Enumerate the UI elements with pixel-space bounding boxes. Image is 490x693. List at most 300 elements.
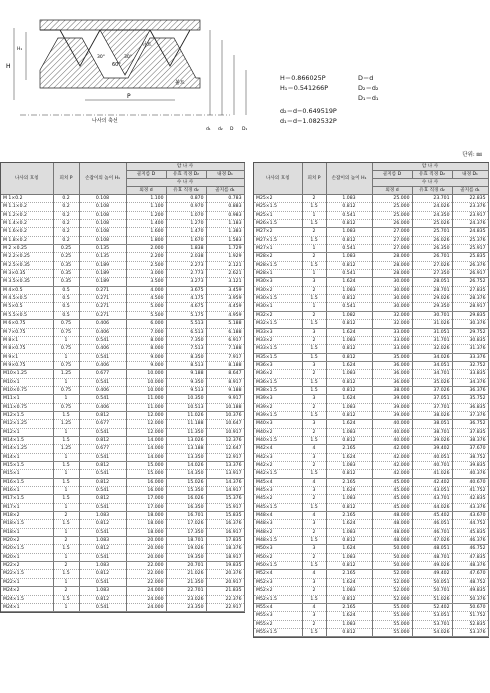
table-cell: 24.026 [412,203,452,211]
table-cell: 0.35 [53,261,79,269]
table-cell: 0.108 [79,211,126,219]
header-pitch-d2: 유효 직경 d₂ [166,187,206,195]
table-cell: 0.812 [79,462,126,470]
table-cell: M12×1 [1,428,53,436]
table-cell: 1.929 [206,253,244,261]
table-cell: 9.350 [166,378,206,386]
table-cell: 42.000 [372,462,412,470]
table-cell: 0.541 [79,487,126,495]
table-row [1,295,244,303]
table-cell: M11×0.75 [1,403,53,411]
table-cell: 19.350 [166,553,206,561]
table-cell: 0.677 [79,445,126,453]
table-cell: 28.000 [372,270,412,278]
table-cell: 27.026 [412,261,452,269]
table-cell: 4 [302,603,326,611]
table-row [1,478,244,486]
table-row [254,495,488,503]
table-cell: 7.000 [126,328,166,336]
table-cell: 1.083 [326,462,372,470]
table-cell: 0.541 [326,270,372,278]
table-row [254,361,488,369]
table-cell: 1.083 [326,228,372,236]
table-cell: 40.000 [372,436,412,444]
table-row [254,295,488,303]
table-cell: 1.25 [53,370,79,378]
table-cell: 28.051 [412,278,452,286]
table-cell: 52.000 [372,570,412,578]
table-cell: 34.051 [412,361,452,369]
table-cell: 0.2 [53,220,79,228]
table-cell: 24.000 [126,595,166,603]
table-cell: 22.701 [166,587,206,595]
table-cell: 0.5 [53,311,79,319]
table-cell: 36.376 [452,386,488,394]
table-cell: 8.917 [206,378,244,386]
table-cell: 33.000 [372,336,412,344]
table-cell: 0.812 [326,386,372,394]
table-cell: 0.812 [326,295,372,303]
table-cell: 0.75 [53,403,79,411]
formula-H: H＝0.866025P [280,74,326,82]
table-cell: M 1.4×0.2 [1,220,53,228]
table-cell: 1.838 [166,245,206,253]
table-cell: 1.5 [302,436,326,444]
table-cell: 1.624 [326,395,372,403]
table-cell: 5.000 [126,303,166,311]
table-cell: 1 [302,211,326,219]
table-cell: 39.000 [372,395,412,403]
table-cell: 1.083 [326,528,372,536]
table-row [1,278,244,286]
table-cell: 0.541 [79,553,126,561]
table-cell: M27×1 [254,245,302,253]
table-cell: M 1.8×0.2 [1,236,53,244]
table-cell: 11.350 [166,428,206,436]
table-cell: 0.5 [53,286,79,294]
table-cell: M36×1.5 [254,378,302,386]
table-cell: 28.376 [452,295,488,303]
table-cell: 14.350 [166,470,206,478]
table-cell: 2 [302,462,326,470]
formula-D1: D₁＝d₁ [358,94,379,102]
label-P: P [127,93,131,100]
table-cell: 1.5 [302,378,326,386]
table-cell: 2 [53,587,79,595]
table-cell: 25.026 [412,220,452,228]
table-cell: M48×3 [254,520,302,528]
table-row [1,453,244,461]
table-cell: 18.000 [126,528,166,536]
table-cell: 0.812 [326,470,372,478]
table-row [254,478,488,486]
table-cell: 1 [53,578,79,586]
formula-D2: D₂＝d₂ [358,84,379,92]
table-cell: 2.121 [206,261,244,269]
table-cell: 28.917 [452,303,488,311]
table-row [254,603,488,611]
table-cell: 0.5 [53,295,79,303]
table-cell: 1.5 [302,220,326,228]
table-cell: 1.5 [302,562,326,570]
table-row [254,386,488,394]
table-cell: 50.000 [372,562,412,570]
table-cell: 0.812 [79,520,126,528]
table-cell: 44.752 [452,520,488,528]
table-cell: 22.000 [126,578,166,586]
table-cell: 41.752 [452,487,488,495]
header-root-d1-r: 골지름 d₁ [452,187,488,195]
table-row [1,353,244,361]
table-row [254,228,488,236]
table-cell: 1.25 [53,445,79,453]
header-pitch-r: 피치 P [302,163,326,195]
table-row [254,512,488,520]
table-cell: 0.970 [166,203,206,211]
table-cell: 4 [302,478,326,486]
table-row [1,528,244,536]
table-cell: 37.026 [412,386,452,394]
table-cell: 52.000 [372,578,412,586]
table-cell: M 9×0.75 [1,361,53,369]
table-cell: M25×1 [254,211,302,219]
table-cell: 25.000 [372,211,412,219]
table-cell: 34.701 [412,370,452,378]
table-cell: 1.5 [53,462,79,470]
table-cell: M28×2 [254,253,302,261]
table-cell: 12.000 [126,411,166,419]
table-cell: 1.083 [326,403,372,411]
table-cell: 3.500 [126,278,166,286]
table-cell: 0.541 [79,395,126,403]
table-row [254,211,488,219]
table-cell: M30×2 [254,286,302,294]
table-cell: 30.000 [372,295,412,303]
table-cell: 38.000 [372,386,412,394]
table-cell: 1.800 [126,236,166,244]
table-cell: 43.670 [452,512,488,520]
table-cell: 13.188 [166,445,206,453]
table-cell: 0.812 [326,436,372,444]
table-cell: 26.701 [412,253,452,261]
table-cell: 7.917 [206,353,244,361]
table-cell: 18.701 [166,537,206,545]
table-cell: 0.983 [206,211,244,219]
table-cell: 0.883 [206,203,244,211]
table-row [1,420,244,428]
table-row [1,228,244,236]
table-cell: 2 [302,587,326,595]
table-cell: 1.200 [126,211,166,219]
table-cell: 46.051 [412,520,452,528]
table-cell: 1.100 [126,203,166,211]
table-cell: 46.752 [452,545,488,553]
table-cell: M26×1.5 [254,220,302,228]
table-cell: 0.541 [79,336,126,344]
table-cell: 42.000 [372,453,412,461]
table-cell: 32.000 [372,320,412,328]
table-row [254,378,488,386]
table-cell: M52×1.5 [254,595,302,603]
table-cell: 40.051 [412,453,452,461]
table-cell: 2.165 [326,445,372,453]
table-cell: 25.376 [452,236,488,244]
table-cell: 0.406 [79,328,126,336]
table-row [254,395,488,403]
table-cell: M20×1.5 [1,545,53,553]
table-cell: 16.376 [206,520,244,528]
table-cell: M 6×0.75 [1,320,53,328]
table-cell: 2.165 [326,478,372,486]
table-cell: 0.135 [79,245,126,253]
table-row [1,495,244,503]
table-cell: 11.000 [126,395,166,403]
table-cell: 1.25 [53,420,79,428]
label-angle30b: 30° [124,55,132,60]
table-cell: M30×1.5 [254,295,302,303]
table-cell: 0.25 [53,253,79,261]
table-cell: 0.812 [326,537,372,545]
table-cell: 22.000 [126,570,166,578]
table-row [254,537,488,545]
table-cell: 34.026 [412,353,452,361]
table-cell: 41.026 [412,470,452,478]
table-cell: 25.000 [372,203,412,211]
table-cell: 20.917 [206,578,244,586]
table-cell: 8.188 [206,361,244,369]
table-cell: M36×2 [254,370,302,378]
table-cell: M42×1.5 [254,470,302,478]
table-cell: 15.917 [206,503,244,511]
table-cell: M24×1.5 [1,595,53,603]
table-cell: 0.541 [79,378,126,386]
table-cell: 46.701 [412,528,452,536]
table-cell: 40.701 [412,462,452,470]
table-row [254,445,488,453]
table-cell: 30.000 [372,278,412,286]
table-cell: 0.541 [79,453,126,461]
label-angle30a: 30° [97,55,105,60]
table-cell: 26.917 [452,270,488,278]
table-cell: 23.350 [166,603,206,611]
table-cell: 2 [302,228,326,236]
table-cell: 0.406 [79,361,126,369]
table-cell: 49.835 [452,587,488,595]
table-row [254,420,488,428]
table-row [1,211,244,219]
table-cell: 12.917 [206,453,244,461]
table-cell: 2 [53,562,79,570]
table-cell: 25.835 [452,253,488,261]
table-cell: 12.376 [206,436,244,444]
table-cell: 1.5 [53,570,79,578]
table-cell: 0.108 [79,195,126,203]
table-cell: 9.513 [166,386,206,394]
table-cell: 4.959 [206,311,244,319]
table-cell: 16.026 [166,495,206,503]
table-cell: 48.376 [452,562,488,570]
table-cell: 12.000 [126,428,166,436]
header-pitch-d2-r: 유효 직경 d₂ [412,187,452,195]
formula-d2: d₂＝d−0.649519P [280,107,337,115]
table-cell: 8.647 [206,370,244,378]
table-cell: 8.513 [166,361,206,369]
table-cell: 37.670 [452,445,488,453]
table-cell: 53.376 [452,628,488,636]
table-cell: 1.5 [302,320,326,328]
table-cell: M50×1.5 [254,562,302,570]
table-cell: M 9×1 [1,353,53,361]
table-cell: 3 [302,453,326,461]
table-cell: 1.5 [53,520,79,528]
table-cell: 0.541 [79,353,126,361]
table-cell: 15.000 [126,470,166,478]
thread-table-left [0,162,245,613]
table-cell: 3.959 [206,295,244,303]
table-row [1,395,244,403]
table-cell: 6.000 [126,320,166,328]
table-row [1,570,244,578]
table-row [254,245,488,253]
table-cell: 0.2 [53,195,79,203]
table-cell: 4 [302,512,326,520]
table-cell: 1 [53,378,79,386]
table-cell: 0.108 [79,236,126,244]
table-row [254,545,488,553]
table-cell: M20×2 [1,537,53,545]
table-cell: 49.026 [412,562,452,570]
table-cell: 22.376 [206,595,244,603]
table-cell: 14.000 [126,445,166,453]
table-cell: M 2.5×0.35 [1,261,53,269]
table-row [254,336,488,344]
table-cell: 1.600 [126,228,166,236]
table-row [1,411,244,419]
table-cell: 1.5 [302,295,326,303]
table-cell: M18×2 [1,512,53,520]
header-root-D: 골지름 D [126,171,166,179]
table-row [1,303,244,311]
table-cell: 48.000 [372,520,412,528]
table-cell: 3 [302,361,326,369]
table-cell: 50.701 [412,587,452,595]
table-cell: 43.051 [412,487,452,495]
table-cell: 50.000 [372,553,412,561]
table-cell: 1 [53,487,79,495]
table-row [1,595,244,603]
header-male: 수 나 사 [126,179,244,187]
table-cell: M48×4 [254,512,302,520]
table-cell: 0.812 [79,411,126,419]
table-cell: 3.121 [206,278,244,286]
table-cell: 1 [53,603,79,611]
table-cell: M10×1 [1,378,53,386]
table-cell: 0.2 [53,236,79,244]
table-cell: M 8×1 [1,336,53,344]
table-cell: 30.701 [412,311,452,319]
table-cell: M45×2 [254,495,302,503]
table-cell: 7.513 [166,345,206,353]
table-cell: 35.000 [372,353,412,361]
table-cell: 17.835 [206,537,244,545]
table-cell: 1.624 [326,520,372,528]
table-cell: 39.000 [372,411,412,419]
table-row [254,595,488,603]
table-cell: 29.835 [452,311,488,319]
table-cell: 9.000 [126,353,166,361]
table-cell: M 4×0.5 [1,286,53,294]
table-cell: M 7×0.75 [1,328,53,336]
table-cell: 1.083 [79,562,126,570]
table-cell: M 1.1×0.2 [1,203,53,211]
table-cell: 13.376 [206,462,244,470]
table-cell: 27.000 [372,245,412,253]
table-cell: M10×0.75 [1,386,53,394]
table-cell: 0.541 [79,503,126,511]
table-cell: 0.108 [79,203,126,211]
table-cell: M32×1.5 [254,320,302,328]
table-cell: M22×2 [1,562,53,570]
table-cell: 1.5 [302,470,326,478]
table-cell: 2.273 [166,261,206,269]
table-cell: M27×1.5 [254,236,302,244]
table-cell: 30.835 [452,336,488,344]
table-cell: 45.000 [372,478,412,486]
table-cell: 5.175 [166,311,206,319]
table-cell: 25.701 [412,228,452,236]
table-row [254,278,488,286]
table-cell: 38.752 [452,453,488,461]
table-cell: 4.459 [206,303,244,311]
table-cell: M38×1.5 [254,386,302,394]
table-cell: 1.624 [326,361,372,369]
table-cell: 1.070 [166,211,206,219]
table-cell: 36.835 [452,403,488,411]
table-cell: M18×1 [1,528,53,536]
table-cell: M 1.2×0.2 [1,211,53,219]
table-cell: 0.812 [79,436,126,444]
table-cell: 2 [302,370,326,378]
table-cell: 39.026 [412,436,452,444]
table-cell: 8.000 [126,345,166,353]
table-cell: 1 [53,353,79,361]
table-cell: 50.376 [452,595,488,603]
table-cell: M 3.5×0.35 [1,278,53,286]
table-cell: 11.188 [166,420,206,428]
header-pitch-D2: 유효 직경 D₂ [166,171,206,179]
table-cell: 32.000 [372,311,412,319]
table-cell: 0.271 [79,286,126,294]
table-row [1,195,244,203]
table-row [1,361,244,369]
table-cell: 1.624 [326,545,372,553]
table-row [254,570,488,578]
table-cell: 36.000 [372,361,412,369]
table-row [254,436,488,444]
table-cell: 37.701 [412,403,452,411]
table-row [254,353,488,361]
table-cell: 29.026 [412,295,452,303]
table-cell: 20.000 [126,545,166,553]
table-cell: 1 [302,270,326,278]
table-cell: 5.513 [166,320,206,328]
table-cell: 45.000 [372,487,412,495]
table-row [254,612,488,620]
table-cell: 2.200 [126,253,166,261]
header-male-r: 수 나 사 [372,179,488,187]
table-cell: 11.026 [166,411,206,419]
table-cell: M 1.6×0.2 [1,228,53,236]
